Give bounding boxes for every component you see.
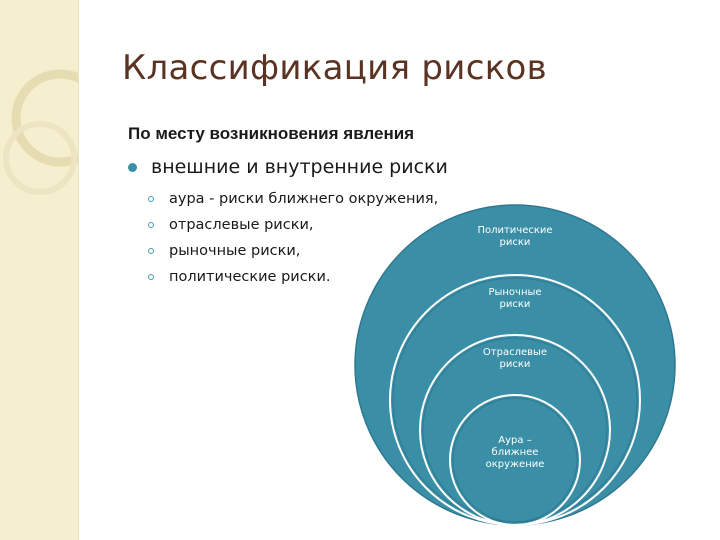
decorative-left-band (0, 0, 79, 540)
ring-bullet-icon (148, 274, 154, 280)
ring-bullet-icon (148, 222, 154, 228)
bullet-dot-icon (128, 163, 137, 172)
nested-circles-diagram (350, 190, 690, 540)
label-industry: Отраслевые риски (482, 347, 548, 370)
ring-bullet-icon (148, 196, 154, 202)
sub-item-text: рыночные риски, (169, 243, 301, 259)
sub-item-text: политические риски. (169, 269, 331, 285)
main-bullet (128, 156, 448, 178)
label-aura: Аура – ближнее окружение (485, 435, 545, 470)
slide-subtitle: По месту возникновения явления (128, 124, 415, 143)
label-market: Рыночные риски (488, 287, 542, 310)
sub-item-text: аура - риски ближнего окружения, (169, 191, 439, 207)
ring-bullet-icon (148, 248, 154, 254)
slide-title: Классификация рисков (122, 48, 547, 88)
label-political: Политические риски (477, 225, 553, 248)
main-bullet-text: внешние и внутренние риски (151, 156, 448, 178)
sub-item-text: отраслевые риски, (169, 217, 314, 233)
decorative-rings (0, 0, 78, 540)
